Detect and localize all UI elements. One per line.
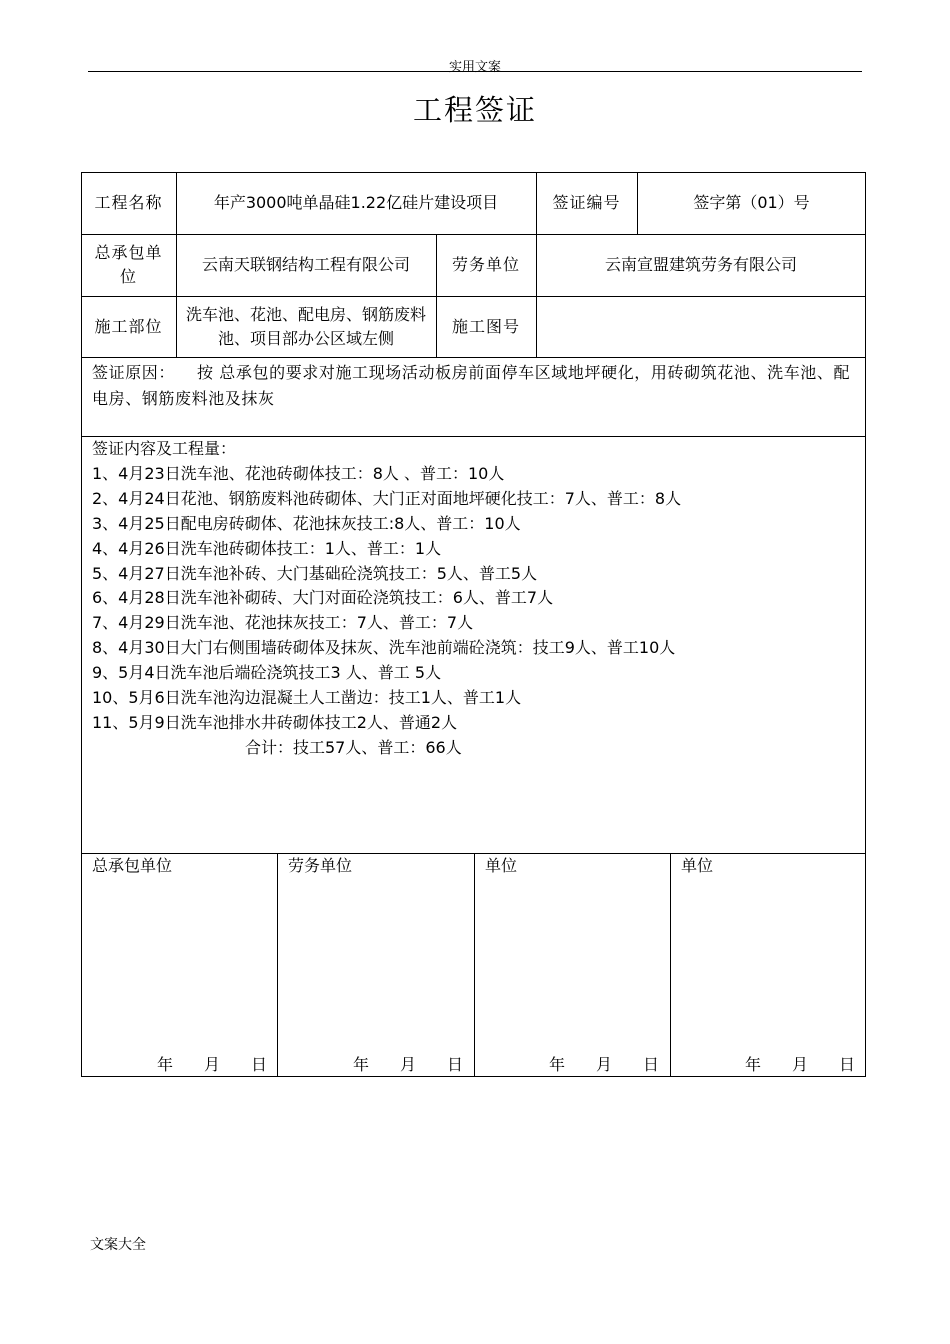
signature-date: [549, 1053, 659, 1077]
list-item: 1、4月23日洗车池、花池砖砌体技工：8人 、普工：10人: [92, 463, 505, 483]
date-month: 月: [399, 1055, 416, 1074]
list-item: 2、4月24日花池、钢筋废料池砖砌体、大门正对面地坪硬化技工：7人、普工：8人: [92, 488, 682, 508]
list-item: 7、4月29日洗车池、花池抹灰技工：7人、普工：7人: [92, 613, 474, 633]
signature-label-unit: 单位: [681, 856, 714, 875]
header-rule: [88, 71, 862, 72]
list-item: 9、5月4日洗车池后端砼浇筑技工3 人、普工 5人: [92, 663, 442, 683]
date-month: 月: [791, 1055, 808, 1074]
signature-label-unit: 单位: [485, 856, 518, 875]
column-divider: [474, 853, 475, 1077]
column-divider: [670, 853, 671, 1077]
column-divider: [277, 853, 278, 1077]
date-month: 月: [595, 1055, 612, 1074]
list-item: 3、4月25日配电房砖砌体、花池抹灰技工:8人、普工：10人: [92, 513, 521, 533]
page-title: 工程签证: [412, 93, 537, 127]
general-contractor-label: 总承包单位: [94, 243, 163, 286]
construction-part-label: 施工部位: [94, 316, 163, 336]
visa-no-label: 签证编号: [552, 193, 621, 212]
row-divider: [81, 357, 866, 358]
date-month: 月: [203, 1055, 220, 1074]
drawing-no-value: [536, 296, 866, 357]
date-year: 年: [549, 1055, 566, 1074]
visa-reason: [92, 360, 858, 412]
visa-content: [92, 437, 862, 761]
list-item: 10、5月6日洗车池沟边混凝土人工凿边：技工1人、普工1人: [92, 688, 522, 708]
header-label: 实用文案: [448, 60, 501, 75]
project-name-value: 年产3000吨单晶硅1.22亿硅片建设项目: [213, 193, 499, 212]
general-contractor-value: 云南天联钢结构工程有限公司: [201, 255, 410, 274]
drawing-no-label: 施工图号: [451, 316, 520, 336]
date-year: 年: [745, 1055, 762, 1074]
footer-label: 文案大全: [90, 1237, 146, 1253]
date-year: 年: [157, 1055, 174, 1074]
project-name-label: 工程名称: [94, 193, 163, 212]
labor-unit-label: 劳务单位: [451, 255, 520, 274]
list-item: 5、4月27日洗车池补砖、大门基础砼浇筑技工：5人、普工5人: [92, 563, 538, 583]
signature-date: [157, 1053, 267, 1077]
date-day: 日: [250, 1055, 267, 1074]
reason-label: 签证原因：: [92, 363, 176, 382]
list-item: 4、4月26日洗车池砖砌体技工：1人、普工：1人: [92, 538, 442, 558]
date-day: 日: [446, 1055, 463, 1074]
visa-no-value: 签字第（01）号: [693, 193, 810, 212]
date-year: 年: [353, 1055, 370, 1074]
content-label: 签证内容及工程量：: [92, 439, 237, 458]
signature-label-general-contractor: 总承包单位: [92, 856, 173, 875]
signature-date: [353, 1053, 463, 1077]
signature-date: [745, 1053, 855, 1077]
date-day: 日: [642, 1055, 659, 1074]
construction-part-value: 洗车池、花池、配电房、钢筋废料池、项目部办公区域左侧: [185, 304, 426, 348]
labor-unit-value: 云南宣盟建筑劳务有限公司: [604, 255, 797, 274]
reason-text: 按 总承包的要求对施工现场活动板房前面停车区域地坪硬化，用砖砌筑花池、洗车池、配电房、钢筋废料池及抹灰: [92, 363, 851, 408]
total-line: 合计：技工57人、普工：66人: [245, 737, 462, 757]
date-day: 日: [838, 1055, 855, 1074]
signature-label-labor-unit: 劳务单位: [288, 856, 353, 875]
list-item: 8、4月30日大门右侧围墙砖砌体及抹灰、洗车池前端砼浇筑：技工9人、普工10人: [92, 638, 676, 658]
list-item: 11、5月9日洗车池排水井砖砌体技工2人、普通2人: [92, 712, 458, 732]
list-item: 6、4月28日洗车池补砌砖、大门对面砼浇筑技工：6人、普工7人: [92, 588, 554, 608]
